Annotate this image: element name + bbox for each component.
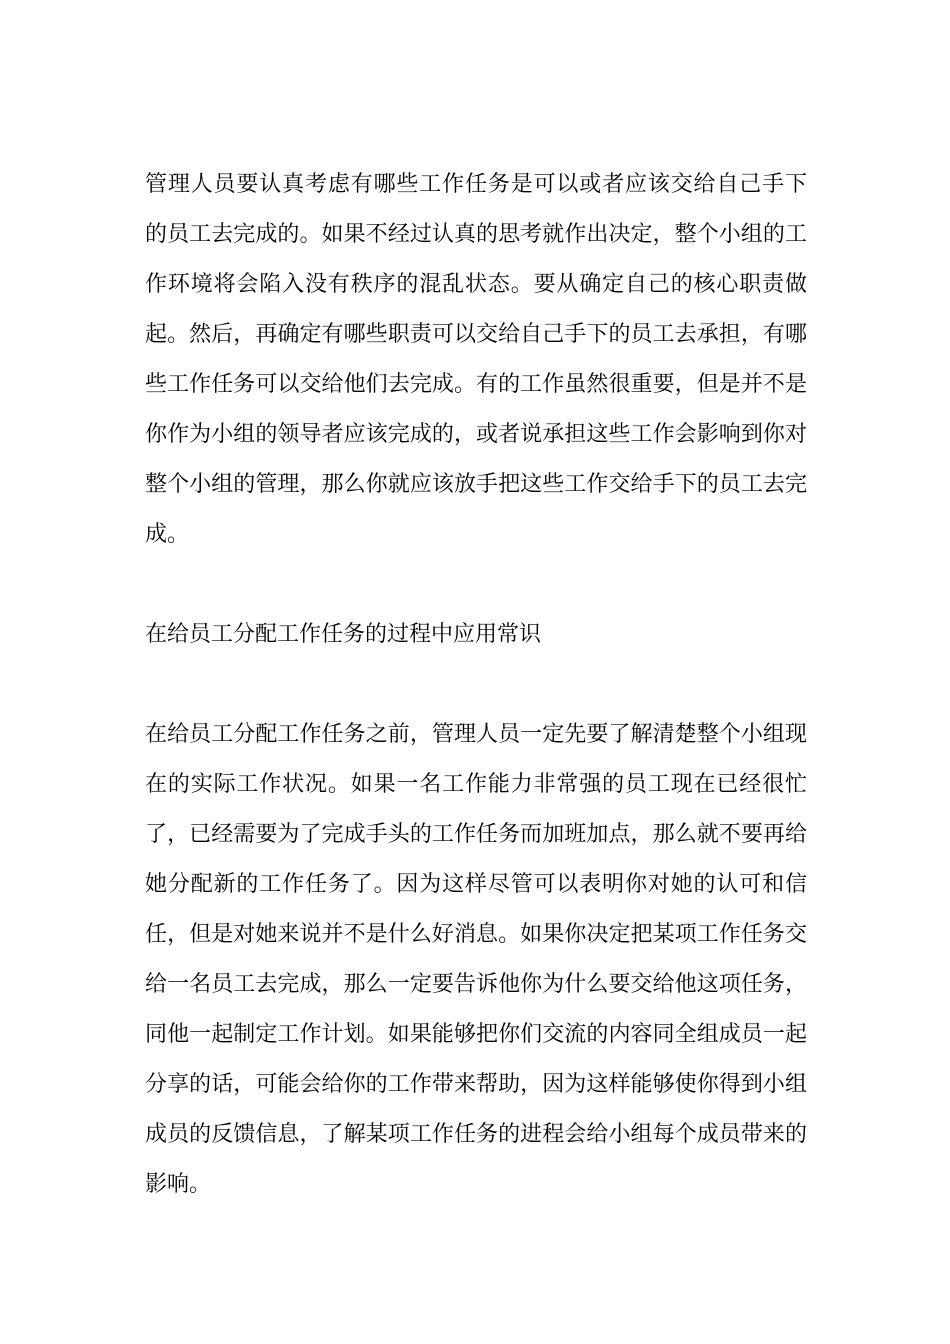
- section-heading: 在给员工分配工作任务的过程中应用常识: [145, 622, 542, 647]
- paragraph-line: 些工作任务可以交给他们去完成。有的工作虽然很重要，但是并不是: [145, 372, 807, 397]
- paragraph-line: 成。: [145, 522, 190, 547]
- paragraph-line: 整个小组的管理，那么你就应该放手把这些工作交给手下的员工去完: [145, 472, 807, 497]
- paragraph-line: 了，已经需要为了完成手头的工作任务而加班加点，那么就不要再给: [145, 822, 807, 847]
- paragraph-line: 在给员工分配工作任务之前，管理人员一定先要了解清楚整个小组现: [145, 722, 807, 747]
- paragraph-line: 作环境将会陷入没有秩序的混乱状态。要从确定自己的核心职责做: [145, 272, 807, 297]
- paragraph-line: 任，但是对她来说并不是什么好消息。如果你决定把某项工作任务交: [145, 922, 807, 947]
- paragraph-line: 分享的话，可能会给你的工作带来帮助，因为这样能够使你得到小组: [145, 1072, 807, 1097]
- paragraph-line: 在的实际工作状况。如果一名工作能力非常强的员工现在已经很忙: [145, 772, 807, 797]
- paragraph-line: 给一名员工去完成，那么一定要告诉他你为什么要交给他这项任务，: [145, 972, 807, 997]
- paragraph-line: 影响。: [145, 1172, 212, 1197]
- paragraph-line: 管理人员要认真考虑有哪些工作任务是可以或者应该交给自己手下: [145, 172, 807, 197]
- paragraph-line: 成员的反馈信息，了解某项工作任务的进程会给小组每个成员带来的: [145, 1122, 807, 1147]
- paragraph-line: 你作为小组的领导者应该完成的，或者说承担这些工作会影响到你对: [145, 422, 807, 447]
- paragraph-line: 的员工去完成的。如果不经过认真的思考就作出决定，整个小组的工: [145, 222, 807, 247]
- paragraph-line: 起。然后，再确定有哪些职责可以交给自己手下的员工去承担，有哪: [145, 322, 807, 347]
- paragraph-line: 同他一起制定工作计划。如果能够把你们交流的内容同全组成员一起: [145, 1022, 807, 1047]
- paragraph-line: 她分配新的工作任务了。因为这样尽管可以表明你对她的认可和信: [145, 872, 807, 897]
